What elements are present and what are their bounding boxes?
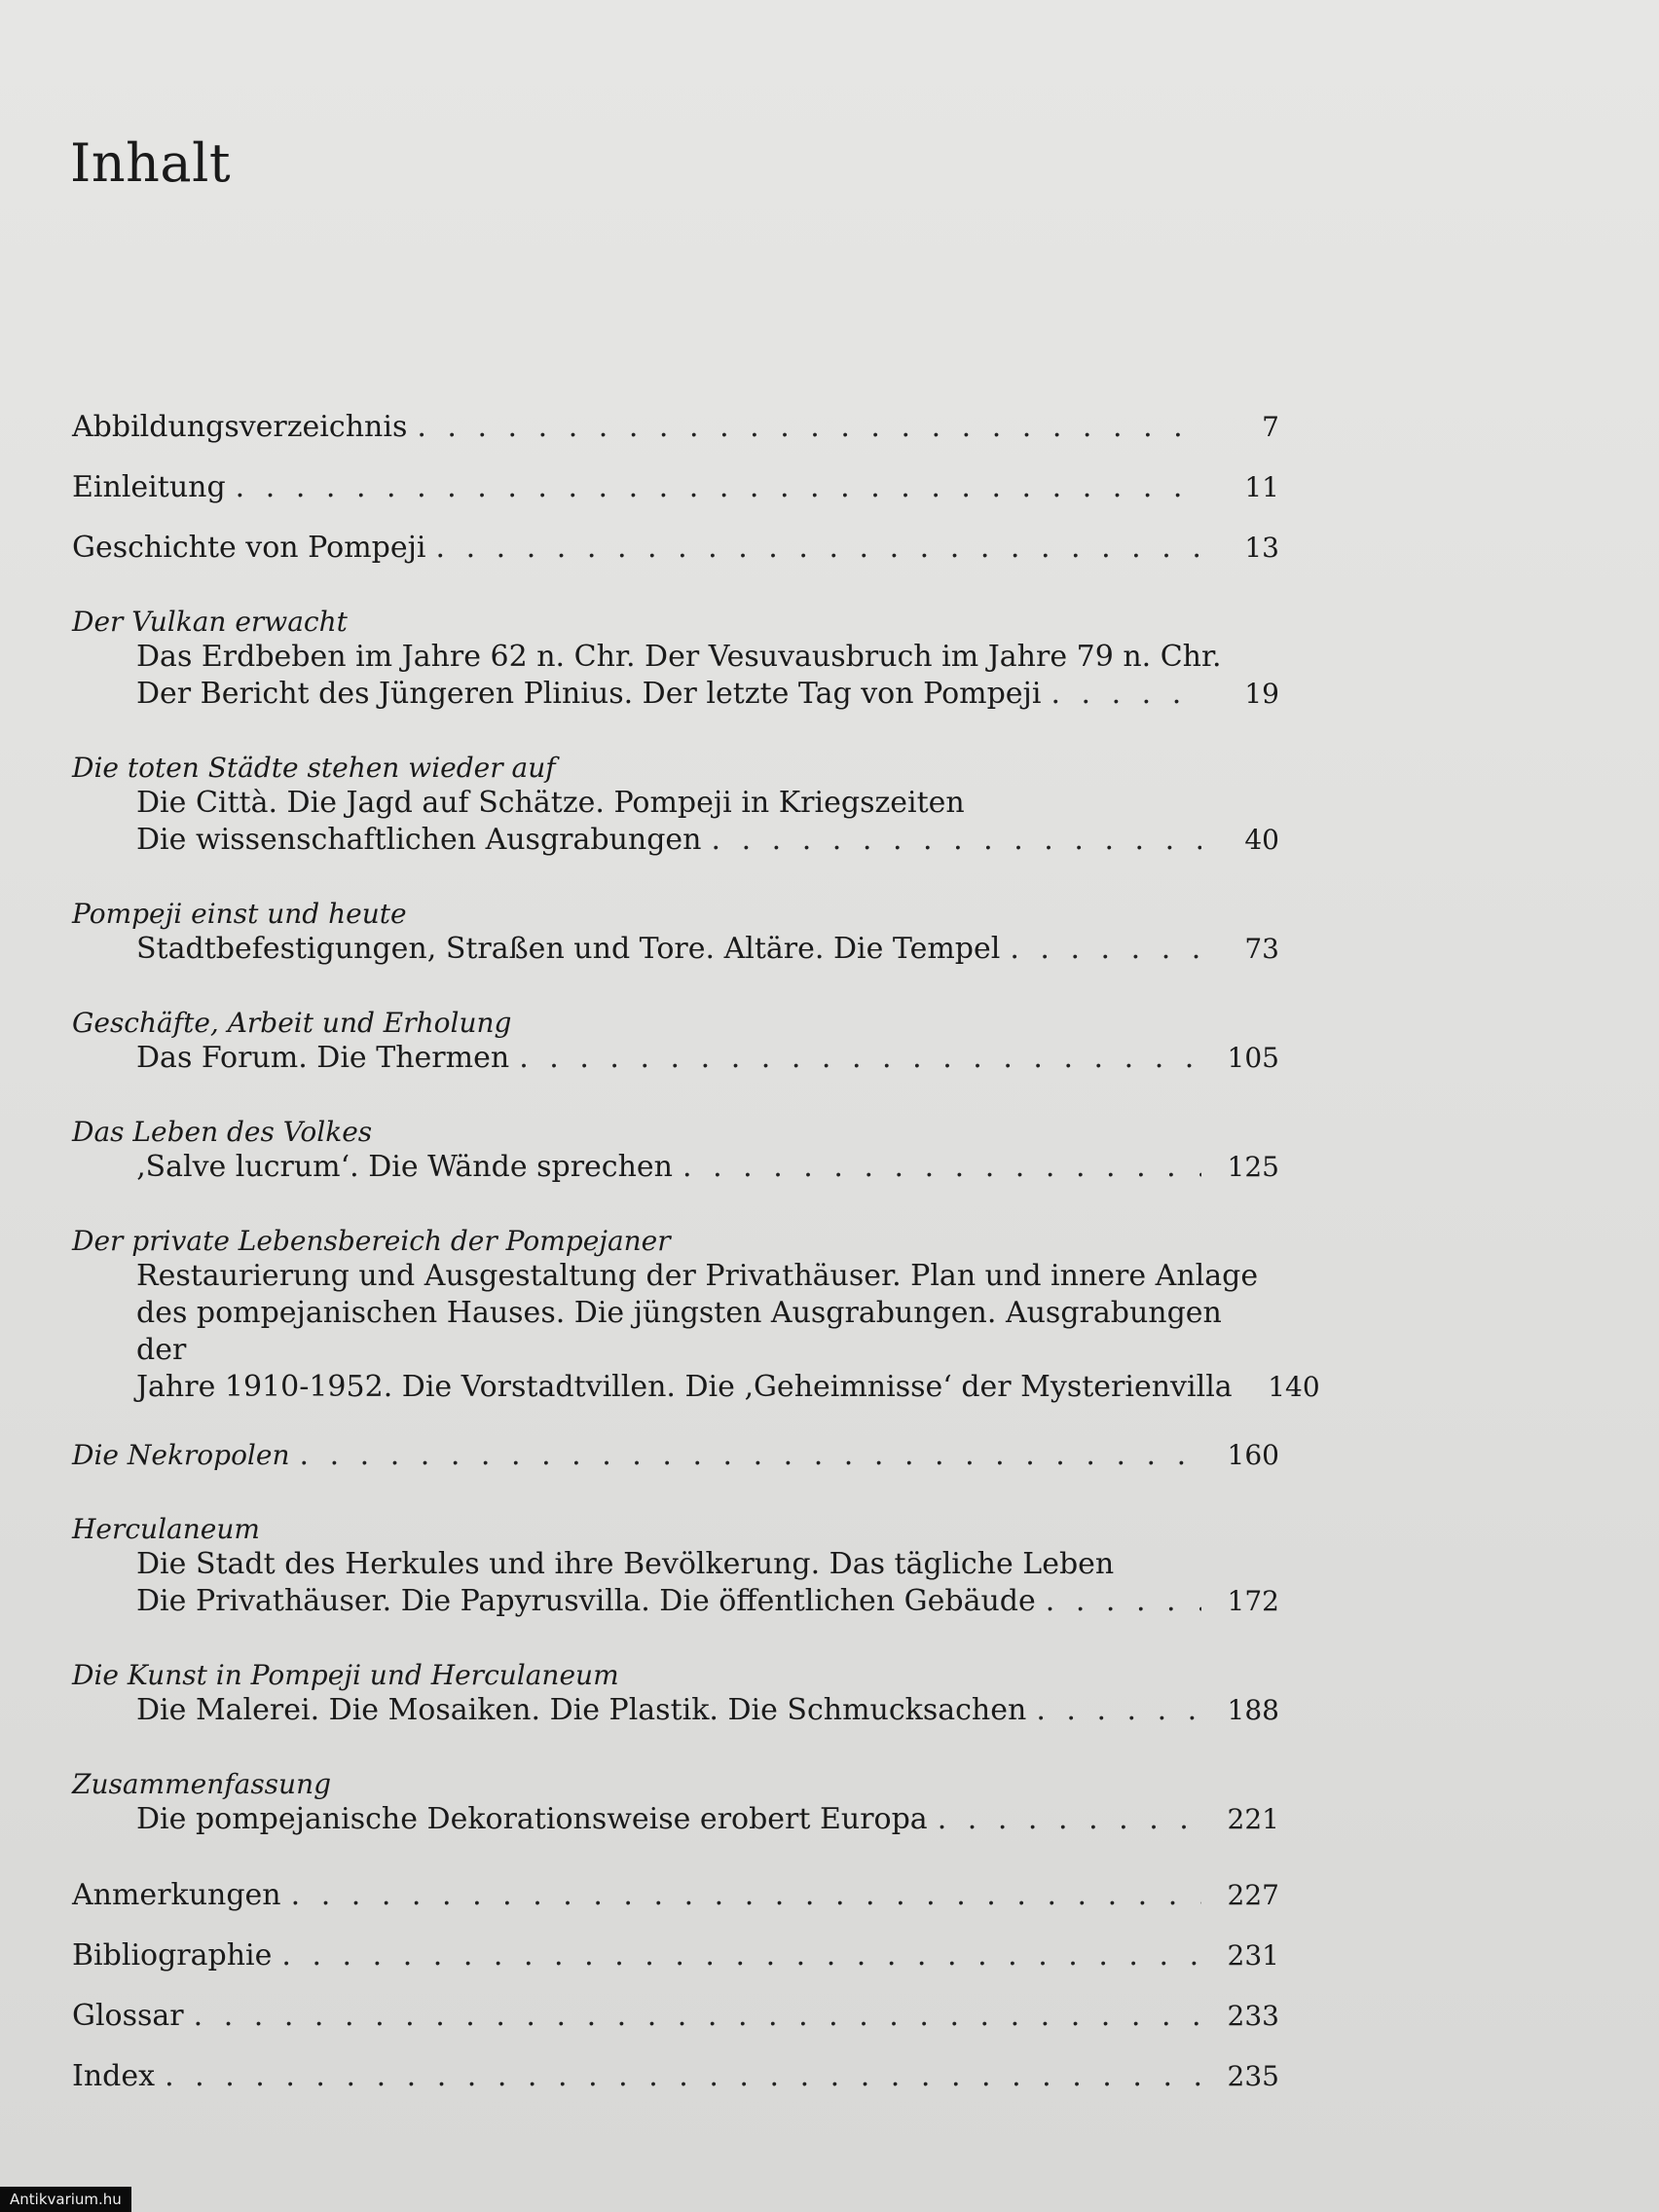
toc-entry xyxy=(72,2058,1279,2095)
dot-leader xyxy=(682,1149,1201,1186)
dot-leader xyxy=(1046,1583,1201,1620)
toc-line xyxy=(72,931,1279,968)
toc-section xyxy=(72,1513,1279,1620)
toc-section-heading: Pompeji einst und heute xyxy=(72,898,407,930)
dot-leader xyxy=(194,1998,1201,2035)
toc-line xyxy=(72,1801,1279,1838)
dot-leader xyxy=(291,1877,1201,1914)
toc-section-text: Restaurierung und Ausgestaltung der Privathäuser. Plan und innere Anlage xyxy=(136,1259,1259,1293)
dot-leader xyxy=(281,1937,1201,1974)
toc-page-number: 125 xyxy=(1227,1151,1279,1183)
toc-section xyxy=(72,898,1279,968)
toc-line xyxy=(72,676,1279,713)
toc-section xyxy=(72,1768,1279,1838)
toc-line xyxy=(72,1149,1279,1186)
toc-entry-label: Die pompejanische Dekorationsweise erobert Europa xyxy=(136,1802,928,1836)
toc-entry-label: Abbildungsverzeichnis xyxy=(72,410,408,444)
toc-line xyxy=(72,1692,1279,1729)
toc-entry-label: Stadtbefestigungen, Straßen und Tore. Altäre. Die Tempel xyxy=(136,932,1001,966)
toc-page-number: 172 xyxy=(1227,1585,1279,1617)
toc-page-number: 233 xyxy=(1227,2000,1279,2032)
toc-line xyxy=(72,530,1279,567)
dot-leader xyxy=(712,822,1201,859)
toc-section xyxy=(72,606,1279,713)
toc-section-text: des pompejanischen Hauses. Die jüngsten Ausgrabungen. Ausgrabungen der xyxy=(136,1296,1222,1367)
toc-entry-label: Index xyxy=(72,2059,156,2093)
toc-line xyxy=(72,469,1279,506)
toc-page-number: 40 xyxy=(1244,824,1279,856)
toc-page-number: 188 xyxy=(1227,1694,1279,1726)
toc-entry xyxy=(72,530,1279,567)
toc-entry xyxy=(72,469,1279,506)
dot-leader xyxy=(1036,1692,1201,1729)
dot-leader xyxy=(300,1437,1202,1474)
toc-page-number: 221 xyxy=(1227,1803,1279,1835)
toc-section-heading: Zusammenfassung xyxy=(72,1768,332,1800)
toc-page-number: 235 xyxy=(1227,2060,1279,2092)
toc-section-heading: Geschäfte, Arbeit und Erholung xyxy=(72,1007,512,1039)
toc-page-number: 140 xyxy=(1268,1371,1320,1403)
dot-leader xyxy=(519,1040,1201,1077)
toc-entry-label: Einleitung xyxy=(72,470,226,504)
toc-section xyxy=(72,1007,1279,1077)
toc-line xyxy=(72,2058,1279,2095)
toc-section-heading: Die Kunst in Pompeji und Herculaneum xyxy=(72,1659,619,1691)
toc-entry-label: Glossar xyxy=(72,1999,184,2033)
toc-section-heading: Der private Lebensbereich der Pompejaner xyxy=(72,1225,671,1257)
toc-page-number: 227 xyxy=(1227,1879,1279,1911)
toc-section xyxy=(72,1225,1320,1406)
toc-line xyxy=(72,822,1279,859)
toc-line xyxy=(72,1877,1279,1914)
toc-entry-label: Das Forum. Die Thermen xyxy=(136,1041,510,1075)
toc-page-number: 11 xyxy=(1244,471,1279,503)
toc-entry-label: Bibliographie xyxy=(72,1938,273,1972)
dot-leader xyxy=(436,530,1201,567)
toc-section xyxy=(72,1116,1279,1186)
page-title: Inhalt xyxy=(70,132,232,195)
toc-entry-label: Die Nekropolen xyxy=(72,1439,290,1471)
dot-leader xyxy=(417,409,1201,446)
toc-entry-nekropolen xyxy=(72,1437,1279,1474)
toc-entry xyxy=(72,409,1279,446)
toc-section-text: Die Stadt des Herkules und ihre Bevölkerung. Das tägliche Leben xyxy=(136,1547,1115,1581)
toc-line xyxy=(72,1040,1279,1077)
toc-page-number: 13 xyxy=(1244,532,1279,564)
toc-page-number: 105 xyxy=(1227,1042,1279,1074)
toc-section-heading: Herculaneum xyxy=(72,1513,260,1545)
toc-line xyxy=(72,1937,1279,1974)
toc-page-number: 7 xyxy=(1262,411,1279,443)
toc-section-heading: Der Vulkan erwacht xyxy=(72,606,348,638)
toc-entry-label: Jahre 1910-1952. Die Vorstadtvillen. Die ‚Geheimnisse‘ der Mysterienvilla xyxy=(136,1370,1233,1404)
toc-entry-label: Die Malerei. Die Mosaiken. Die Plastik. Die Schmucksachen xyxy=(136,1693,1027,1727)
toc-entry-label: Anmerkungen xyxy=(72,1878,281,1912)
dot-leader xyxy=(1010,931,1201,968)
toc-line xyxy=(72,409,1279,446)
toc-line xyxy=(72,1998,1279,2035)
toc-page-number: 19 xyxy=(1244,678,1279,710)
toc-entry xyxy=(72,1998,1279,2035)
site-watermark: Antikvarium.hu xyxy=(0,2187,131,2212)
toc-line xyxy=(72,1583,1279,1620)
toc-page-number: 73 xyxy=(1244,933,1279,965)
toc-entry xyxy=(72,1937,1279,1974)
toc-entry-label: Die wissenschaftlichen Ausgrabungen xyxy=(136,823,702,857)
toc-entry xyxy=(72,1877,1279,1914)
toc-page-number: 160 xyxy=(1227,1439,1279,1471)
toc-section xyxy=(72,1659,1279,1729)
toc-section-text: Die Città. Die Jagd auf Schätze. Pompeji in Kriegszeiten xyxy=(136,786,965,820)
toc-entry-label: ‚Salve lucrum‘. Die Wände sprechen xyxy=(136,1150,674,1184)
toc-section xyxy=(72,752,1279,859)
toc-top-entries xyxy=(72,409,1279,567)
toc-line xyxy=(72,1369,1320,1406)
toc-page-number: 231 xyxy=(1227,1939,1279,1972)
table-of-contents xyxy=(72,409,1320,2119)
toc-sections-2 xyxy=(72,1513,1279,1838)
toc-entry-label: Die Privathäuser. Die Papyrusvilla. Die öffentlichen Gebäude xyxy=(136,1584,1036,1618)
dot-leader xyxy=(236,469,1201,506)
dot-leader xyxy=(165,2058,1201,2095)
toc-section-heading: Das Leben des Volkes xyxy=(72,1116,373,1148)
toc-sections xyxy=(72,606,1320,1406)
toc-entry-label: Geschichte von Pompeji xyxy=(72,531,426,565)
toc-section-text: Das Erdbeben im Jahre 62 n. Chr. Der Vesuvausbruch im Jahre 79 n. Chr. xyxy=(136,640,1222,674)
dot-leader xyxy=(1051,676,1201,713)
toc-bottom-entries xyxy=(72,1877,1279,2095)
dot-leader xyxy=(938,1801,1201,1838)
toc-entry-label: Der Bericht des Jüngeren Plinius. Der letzte Tag von Pompeji xyxy=(136,677,1042,711)
toc-section-heading: Die toten Städte stehen wieder auf xyxy=(72,752,556,784)
